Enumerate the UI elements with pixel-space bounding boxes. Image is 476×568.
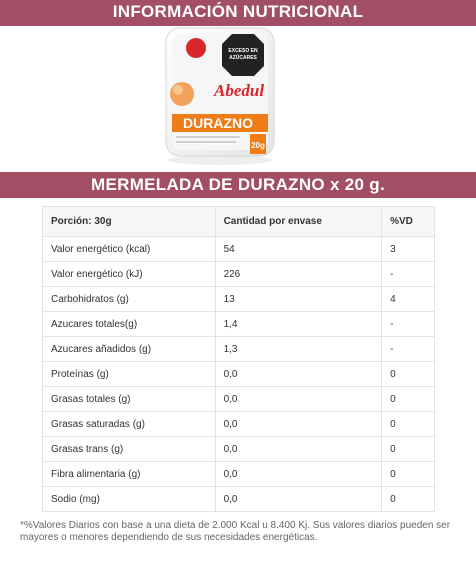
nutrition-table	[42, 206, 435, 512]
product-subtitle: MERMELADA DE DURAZNO x 20 g.	[0, 172, 476, 198]
nutrient-name: Grasas trans (g)	[43, 437, 216, 462]
nutrient-dv: -	[382, 337, 435, 362]
nutrient-amount: 0,0	[215, 387, 382, 412]
nutrient-name: Carbohidratos (g)	[43, 287, 216, 312]
table-row	[43, 337, 435, 362]
nutrient-name: Azucares añadidos (g)	[43, 337, 216, 362]
table-row	[43, 412, 435, 437]
table-row	[43, 312, 435, 337]
nutrient-dv: 0	[382, 387, 435, 412]
peach-icon	[170, 82, 194, 106]
page-title: INFORMACIÓN NUTRICIONAL	[0, 0, 476, 26]
column-header-amount: Cantidad por envase	[215, 207, 382, 237]
table-header-row	[43, 207, 435, 237]
nutrient-dv: -	[382, 312, 435, 337]
table-row	[43, 462, 435, 487]
nutrient-amount: 226	[215, 262, 382, 287]
table-row	[43, 437, 435, 462]
nutrient-amount: 0,0	[215, 487, 382, 512]
nutrient-dv: 0	[382, 437, 435, 462]
daily-values-footnote: *%Valores Diarios con base a una dieta de 2.000 Kcal u 8.400 Kj. Sus valores diarios pueden ser mayores o menores dependiendo de sus necesidades energéticas.	[20, 520, 451, 543]
nutrient-dv: 0	[382, 462, 435, 487]
table-row	[43, 387, 435, 412]
nutrient-dv: 0	[382, 412, 435, 437]
nutrient-amount: 1,4	[215, 312, 382, 337]
table-row	[43, 287, 435, 312]
nutrient-name: Proteínas (g)	[43, 362, 216, 387]
nutrient-amount: 0,0	[215, 412, 382, 437]
nutrient-dv: -	[382, 262, 435, 287]
nutrient-amount: 54	[215, 237, 382, 262]
nutrient-amount: 1,3	[215, 337, 382, 362]
nutrient-amount: 0,0	[215, 437, 382, 462]
svg-text:EXCESO EN: EXCESO EN	[228, 48, 258, 54]
nutrient-name: Fibra alimentaria (g)	[43, 462, 216, 487]
jam-cup-image	[160, 26, 280, 166]
svg-text:AZÚCARES: AZÚCARES	[229, 55, 257, 61]
nutrient-name: Valor energético (kcal)	[43, 237, 216, 262]
table-row	[43, 237, 435, 262]
product-image	[0, 26, 476, 172]
table-row	[43, 262, 435, 287]
nutrient-dv: 4	[382, 287, 435, 312]
svg-text:DURAZNO: DURAZNO	[183, 115, 253, 131]
nutrient-name: Azucares totales(g)	[43, 312, 216, 337]
column-header-dv: %VD	[382, 207, 435, 237]
nutrient-dv: 0	[382, 487, 435, 512]
nutrient-name: Sodio (mg)	[43, 487, 216, 512]
nutrient-dv: 3	[382, 237, 435, 262]
svg-text:Abedul: Abedul	[214, 81, 265, 100]
nutrient-amount: 13	[215, 287, 382, 312]
svg-text:20g: 20g	[251, 141, 265, 150]
nutrient-amount: 0,0	[215, 462, 382, 487]
nutrient-amount: 0,0	[215, 362, 382, 387]
table-row	[43, 362, 435, 387]
nutrient-dv: 0	[382, 362, 435, 387]
column-header-portion: Porción: 30g	[43, 207, 216, 237]
seal-icon	[186, 38, 206, 58]
table-row	[43, 487, 435, 512]
nutrient-name: Grasas saturadas (g)	[43, 412, 216, 437]
nutrient-name: Valor energético (kJ)	[43, 262, 216, 287]
nutrient-name: Grasas totales (g)	[43, 387, 216, 412]
